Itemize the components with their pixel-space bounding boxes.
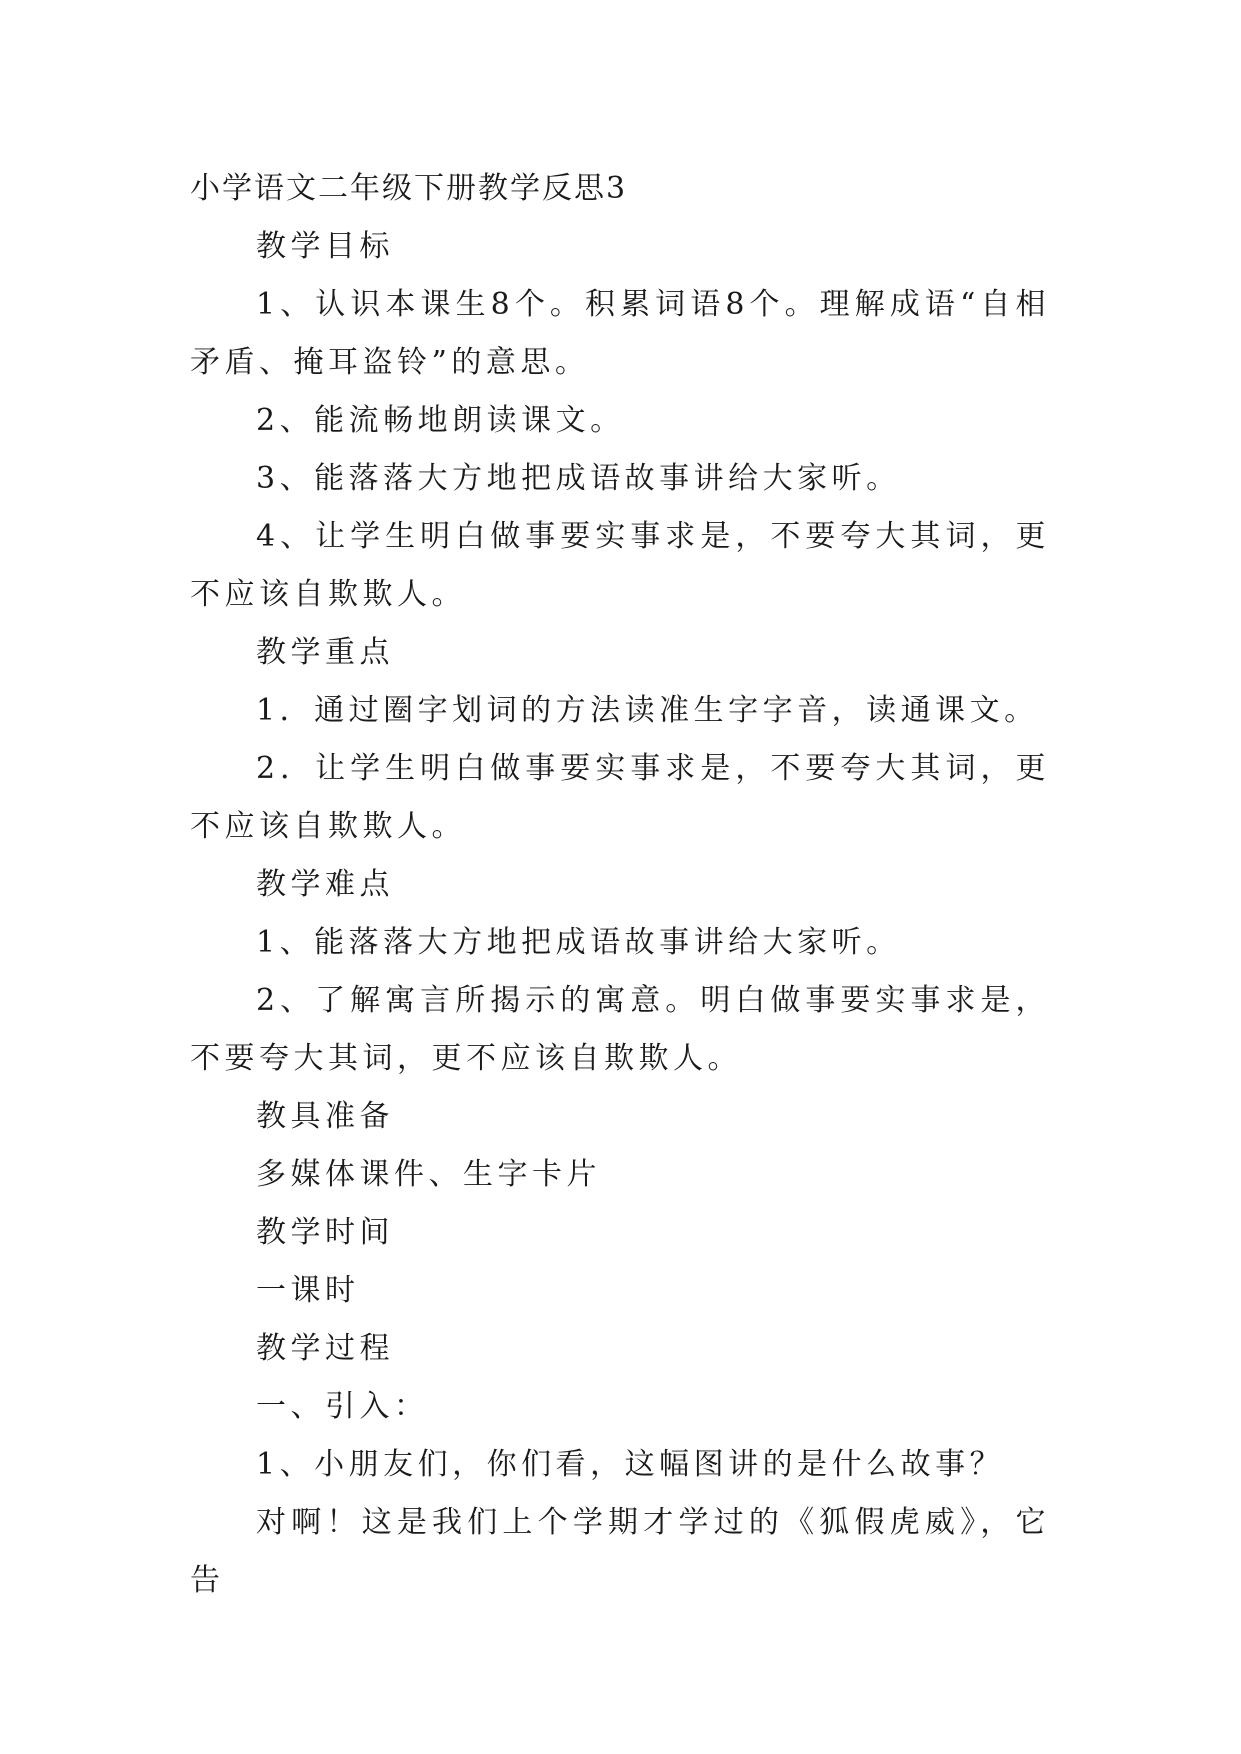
key-point-item-1: 1．通过圈字划词的方法读准生字字音，读通课文。 [256, 693, 1039, 728]
objective-item-1: 1、认识本课生8个。积累词语8个。理解成语“自相矛盾、掩耳盗铃”的意思。 [190, 287, 1050, 380]
difficulty-item-1: 1、能落落大方地把成语故事讲给大家听。 [256, 925, 901, 960]
document-title: 小学语文二年级下册教学反思3 [190, 171, 628, 206]
materials-text: 多媒体课件、生字卡片 [256, 1157, 601, 1192]
objective-item-3: 3、能落落大方地把成语故事讲给大家听。 [256, 461, 901, 496]
process-paragraph: 对啊！这是我们上个学期才学过的《狐假虎威》，它告 [190, 1505, 1050, 1598]
process-step-introduction: 一、引入： [256, 1389, 429, 1424]
key-point-item-2: 2．让学生明白做事要实事求是，不要夸大其词，更不应该自欺欺人。 [190, 751, 1050, 844]
section-heading-time: 教学时间 [256, 1215, 394, 1250]
section-heading-objectives: 教学目标 [256, 229, 394, 264]
section-heading-key-points: 教学重点 [256, 635, 394, 670]
process-item-1: 1、小朋友们，你们看，这幅图讲的是什么故事？ [256, 1447, 1005, 1482]
section-heading-difficulties: 教学难点 [256, 867, 394, 902]
objective-item-2: 2、能流畅地朗读课文。 [256, 403, 625, 438]
difficulty-item-2: 2、了解寓言所揭示的寓意。明白做事要实事求是，不要夸大其词，更不应该自欺欺人。 [190, 983, 1050, 1076]
time-text: 一课时 [256, 1273, 360, 1308]
section-heading-materials: 教具准备 [256, 1099, 394, 1134]
objective-item-4: 4、让学生明白做事要实事求是，不要夸大其词，更不应该自欺欺人。 [190, 519, 1050, 612]
document-body [190, 160, 1050, 1610]
section-heading-process: 教学过程 [256, 1331, 394, 1366]
